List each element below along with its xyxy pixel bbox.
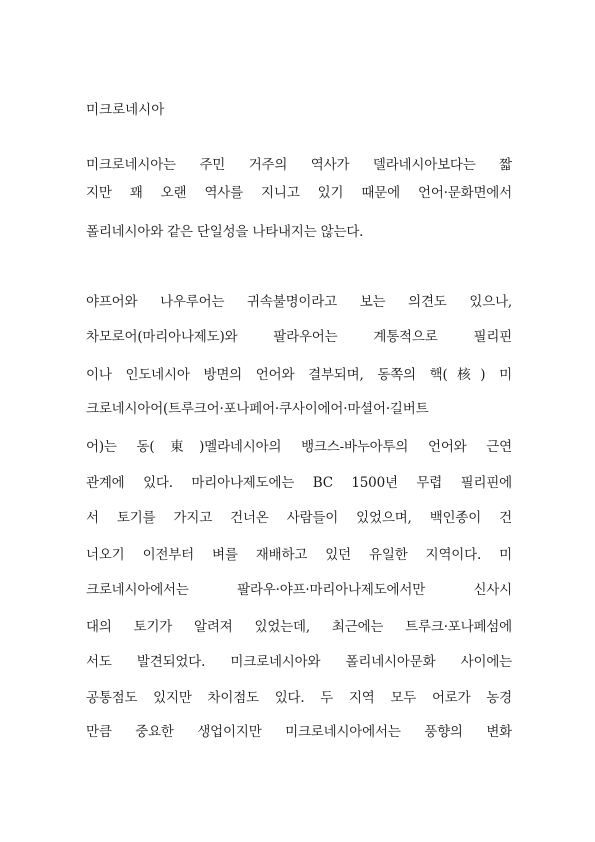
paragraph-2-line-10: 대의 토기가 알려져 있었는데, 최근에는 트루크·포나페섬에	[86, 619, 512, 635]
paragraph-2-line-4: 크로네시아어(트루크어·포나페어·쿠사이에어·마셜어·길버트	[86, 401, 429, 417]
paragraph-2-line-8: 너오기 이전부터 벼를 재배하고 있던 유일한 지역이다. 미	[86, 547, 512, 563]
paragraph-2-line-9: 크로네시아에서는 팔라우·야프·마리아나제도에서만 신사시	[86, 582, 512, 598]
paragraph-2-line-5: 어)는 동(東)멜라네시아의 뱅크스-바누아투의 언어와 근연	[86, 439, 512, 455]
paragraph-2-line-12: 공통점도 있지만 차이점도 있다. 두 지역 모두 어로가 농경	[86, 690, 512, 706]
document-title: 미크로네시아	[86, 102, 165, 118]
paragraph-2-line-7: 서 토기를 가지고 건너온 사람들이 있었으며, 백인종이 건	[86, 510, 512, 526]
paragraph-2-line-13: 만큼 중요한 생업이지만 미크로네시아에서는 풍향의 변화	[86, 724, 512, 740]
paragraph-1-line-2: 지만 꽤 오랜 역사를 지니고 있기 때문에 언어·문화면에서	[86, 185, 512, 201]
paragraph-2-line-3: 이나 인도네시아 방면의 언어와 결부되며, 동쪽의 핵(核) 미	[86, 367, 512, 383]
paragraph-2-line-11: 서도 발견되었다. 미크로네시아와 폴리네시아문화 사이에는	[86, 654, 512, 670]
paragraph-2-line-1: 야프어와 나우루어는 귀속불명이라고 보는 의견도 있으나,	[86, 294, 512, 310]
paragraph-2-line-6: 관계에 있다. 마리아나제도에는 BC 1500년 무렵 필리핀에	[86, 475, 512, 491]
paragraph-1-line-3: 폴리네시아와 같은 단일성을 나타내지는 않는다.	[86, 224, 364, 240]
paragraph-2-line-2: 차모로어(마리아나제도)와 팔라우어는 계통적으로 필리핀	[86, 329, 512, 345]
paragraph-1-line-1: 미크로네시아는 주민 거주의 역사가 델라네시아보다는 짧	[86, 157, 512, 173]
